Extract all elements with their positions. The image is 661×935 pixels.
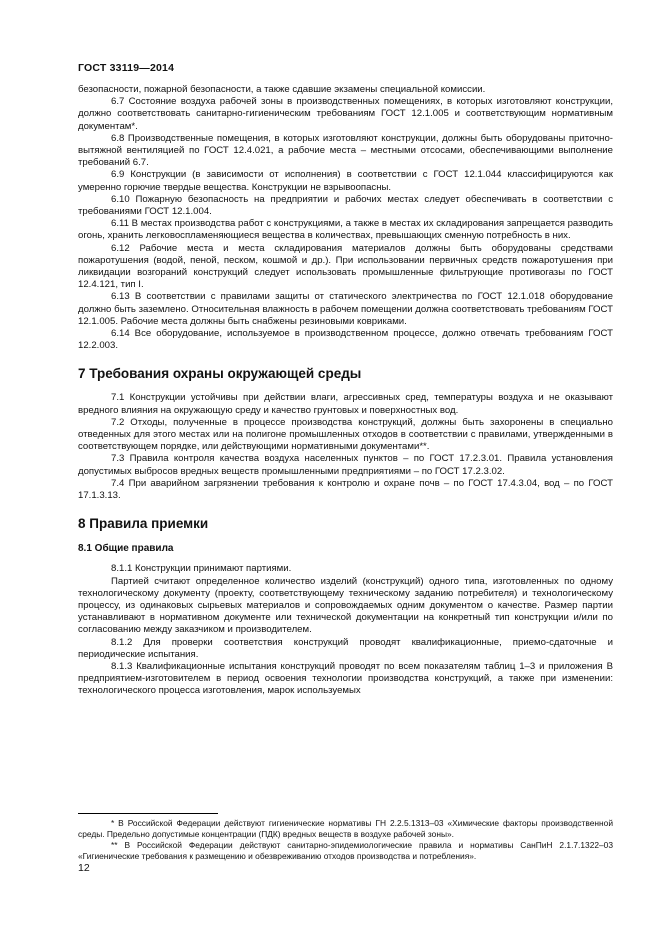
footnote: * В Российской Федерации действуют гигиенические нормативы ГН 2.2.5.1313–03 «Химические факторы производственной среды. Предельно допустимые концентрации (ПДК) вредных веществ в воздухе рабочей зоны». (78, 818, 613, 839)
document-body (78, 84, 613, 698)
paragraph: 6.7 Состояние воздуха рабочей зоны в производственных помещениях, в которых изготовляют конструкции, должно соответствовать санитарно-гигиеническим требованиям ГОСТ 12.1.005 и соответствующим нормативным документам*. (78, 96, 613, 132)
paragraph: 8.1.2 Для проверки соответствия конструкций проводят квалификационные, приемо-сдаточные и периодические испытания. (78, 636, 613, 660)
paragraph: 6.8 Производственные помещения, в которых изготовляют конструкции, должны быть оборудованы приточно-вытяжной вентиляцией по ГОСТ 12.4.021, а рабочие места – местными отсосами, обеспечивающими выполнение требований 6.7. (78, 132, 613, 169)
paragraph: 8.1.3 Квалификационные испытания конструкций проводят по всем показателям таблиц 1–3 и приложения В предприятием-изготовителем в период освоения технологии производства конструкций, а также при изменении: технологического процесса изготовления, марок используемых (78, 660, 613, 697)
paragraph: 6.10 Пожарную безопасность на предприятии и рабочих местах следует обеспечивать в соответствии с требованиями ГОСТ 12.1.004. (78, 193, 613, 218)
section-8-heading: 8 Правила приемки (78, 516, 209, 532)
paragraph: 7.2 Отходы, полученные в процессе производства конструкций, должны быть захоронены в специально отведенных для этого местах или на полигоне промышленных отходов в соответствии с правилами, утвержденными в соответствующем порядке, или действующими нормативными документами**. (78, 416, 613, 453)
paragraph: Партией считают определенное количество изделий (конструкций) одного типа, изготовленных по одному технологическому документу (проекту, соответствующему техническому заданию потребителя) и технологическому процессу, из одинаковых сырьевых материалов и сопровождаемых одним документом о качестве. Размер партии устанавливают в нормативном документе или технической документации на конкретный тип конструкции и/или по согласованию между заказчиком и производителем. (78, 575, 613, 636)
paragraph: 6.12 Рабочие места и места складирования материалов должны быть оборудованы средствами пожаротушения (водой, пеной, песком, кошмой и др.). При использовании первичных средств пожаротушения при ликвидации возгораний конструкций следует использовать промышленные фильтрующие противогазы по ГОСТ 12.4.121, тип I. (78, 242, 613, 291)
footnote-divider (78, 813, 218, 814)
footnotes (78, 813, 613, 862)
paragraph: 6.13 В соответствии с правилами защиты от статического электричества по ГОСТ 12.1.018 оборудование должно быть заземлено. Относительная влажность в рабочем помещении должна соответствовать требованиям ГОСТ 12.1.005. Рабочие места должны быть снабжены резиновыми ковриками. (78, 291, 613, 327)
paragraph: безопасности, пожарной безопасности, а также сдавшие экзамены специальной комиссии. (78, 84, 486, 95)
paragraph: 8.1.1 Конструкции принимают партиями. (111, 563, 292, 575)
paragraph: 6.14 Все оборудование, используемое в производственном процессе, должно отвечать требованиям ГОСТ 12.2.003. (78, 328, 613, 352)
paragraph: 6.9 Конструкции (в зависимости от исполнения) в соответствии с ГОСТ 12.1.044 классифицируются как умеренно горючие твердые вещества. Конструкции не взрывоопасны. (78, 169, 613, 193)
paragraph: 7.3 Правила контроля качества воздуха населенных пунктов – по ГОСТ 17.2.3.01. Правила установления допустимых выбросов вредных веществ промышленными предприятиями – по ГОСТ 17.2.3.02. (78, 453, 613, 477)
document-header: ГОСТ 33119—2014 (78, 62, 175, 74)
footnote: ** В Российской Федерации действуют санитарно-эпидемиологические правила и нормативы СанПиН 2.1.7.1322–03 «Гигиенические требования к размещению и обезвреживанию отходов производства и потребления». (78, 840, 613, 861)
subsection-8-1-heading: 8.1 Общие правила (78, 543, 174, 555)
section-7-heading: 7 Требования охраны окружающей среды (78, 366, 362, 382)
paragraph: 6.11 В местах производства работ с конструкциями, а также в местах их складирования запрещается разводить огонь, хранить легковоспламеняющиеся вещества в количествах, превышающих сменную потребность в них. (78, 218, 613, 242)
page-number: 12 (78, 862, 90, 874)
paragraph: 7.1 Конструкции устойчивы при действии влаги, агрессивных сред, температуры воздуха и не оказывают вредного влияния на окружающую среду и качество грунтовых и поверхностных вод. (78, 392, 613, 416)
paragraph: 7.4 При аварийном загрязнении требования к контролю и охране почв – по ГОСТ 17.4.3.04, вод – по ГОСТ 17.1.3.13. (78, 477, 613, 502)
